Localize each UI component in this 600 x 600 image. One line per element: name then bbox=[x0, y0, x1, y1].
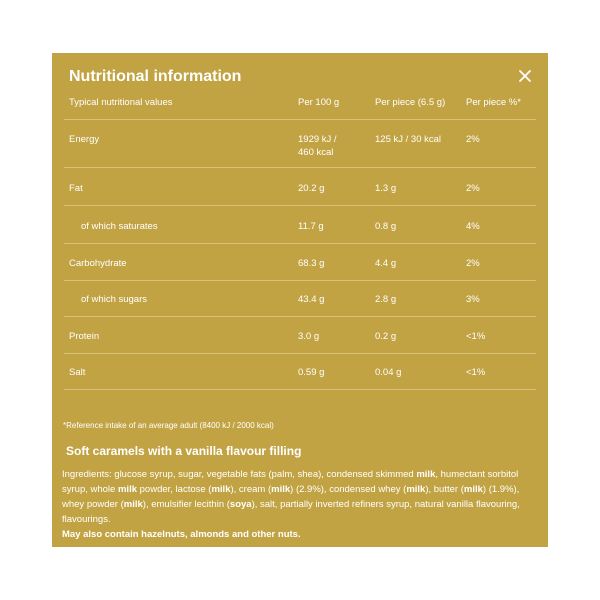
row-fat-label: Fat bbox=[69, 183, 83, 194]
allergen-milk: milk bbox=[271, 484, 291, 495]
row-fat-perpiece: 1.3 g bbox=[375, 183, 397, 194]
ingredients-part: , humectant sorbitol syrup, whole bbox=[62, 469, 519, 495]
ingredients-part: ) (2.9%), condensed whey ( bbox=[290, 484, 407, 495]
panel-title: Nutritional information bbox=[69, 68, 242, 85]
row-energy-per100 bbox=[298, 133, 337, 159]
row-divider bbox=[64, 280, 536, 281]
row-salt-perpiece: 0.04 g bbox=[375, 367, 402, 378]
ingredients-part: Ingredients: glucose syrup, sugar, vegetable fats (palm, shea), condensed skimmed bbox=[62, 469, 417, 480]
row-fat-per100: 20.2 g bbox=[298, 183, 325, 194]
row-saturates-percent: 4% bbox=[466, 221, 480, 232]
row-divider bbox=[64, 316, 536, 317]
reference-intake-footnote: *Reference intake of an average adult (8400 kJ / 2000 kcal) bbox=[63, 421, 274, 430]
ingredients-part: ), salt, partially inverted refiners syrup, natural vanilla flavouring, flavourings. bbox=[62, 499, 520, 525]
row-salt-label: Salt bbox=[69, 367, 86, 378]
ingredients-part: ), cream ( bbox=[230, 484, 272, 495]
row-saturates-label: of which saturates bbox=[81, 221, 158, 232]
row-divider bbox=[64, 243, 536, 244]
row-salt-percent: <1% bbox=[466, 367, 486, 378]
close-icon[interactable] bbox=[514, 65, 536, 87]
header-per-piece: Per piece (6.5 g) bbox=[375, 97, 446, 108]
ingredients-part: ) (1.9%), whey powder ( bbox=[62, 484, 520, 510]
row-sugars-percent: 3% bbox=[466, 294, 480, 305]
row-divider bbox=[64, 353, 536, 354]
header-per-piece-percent: Per piece %* bbox=[466, 97, 521, 108]
row-carbohydrate-per100: 68.3 g bbox=[298, 258, 325, 269]
allergen-milk: milk bbox=[123, 499, 143, 510]
header-divider bbox=[64, 119, 536, 120]
row-salt-per100: 0.59 g bbox=[298, 367, 325, 378]
row-carbohydrate-perpiece: 4.4 g bbox=[375, 258, 397, 269]
allergen-milk: milk bbox=[463, 484, 483, 495]
header-typical-values: Typical nutritional values bbox=[69, 97, 173, 108]
ingredients-part: ), emulsifier lecithin ( bbox=[142, 499, 230, 510]
row-divider bbox=[64, 167, 536, 168]
row-energy-perpiece: 125 kJ / 30 kcal bbox=[375, 134, 442, 145]
row-saturates-perpiece: 0.8 g bbox=[375, 221, 397, 232]
row-fat-percent: 2% bbox=[466, 183, 480, 194]
row-protein-per100: 3.0 g bbox=[298, 331, 320, 342]
row-carbohydrate-label: Carbohydrate bbox=[69, 258, 127, 269]
allergy-advice: May also contain hazelnuts, almonds and other nuts. bbox=[62, 529, 301, 540]
allergen-milk: milk bbox=[211, 484, 231, 495]
energy-kcal: 460 kcal bbox=[298, 147, 334, 158]
energy-kj: 1929 kJ / bbox=[298, 134, 337, 145]
row-protein-label: Protein bbox=[69, 331, 100, 342]
row-divider bbox=[64, 205, 536, 206]
allergen-milk: milk bbox=[416, 469, 436, 480]
ingredients-text bbox=[62, 467, 540, 542]
row-protein-perpiece: 0.2 g bbox=[375, 331, 397, 342]
row-carbohydrate-percent: 2% bbox=[466, 258, 480, 269]
row-energy-label: Energy bbox=[69, 134, 100, 145]
row-sugars-label: of which sugars bbox=[81, 294, 148, 305]
row-divider bbox=[64, 389, 536, 390]
header-per-100g: Per 100 g bbox=[298, 97, 340, 108]
row-sugars-per100: 43.4 g bbox=[298, 294, 325, 305]
nutrition-panel bbox=[52, 53, 548, 547]
allergen-milk: milk bbox=[406, 484, 426, 495]
allergen-milk: milk bbox=[117, 484, 137, 495]
allergen-soya: soya bbox=[229, 499, 252, 510]
row-sugars-perpiece: 2.8 g bbox=[375, 294, 397, 305]
row-energy-percent: 2% bbox=[466, 134, 480, 145]
row-saturates-per100: 11.7 g bbox=[298, 221, 324, 232]
product-name: Soft caramels with a vanilla flavour filling bbox=[66, 444, 302, 458]
row-protein-percent: <1% bbox=[466, 331, 486, 342]
ingredients-part: powder, lactose ( bbox=[137, 484, 212, 495]
ingredients-part: ), butter ( bbox=[425, 484, 464, 495]
